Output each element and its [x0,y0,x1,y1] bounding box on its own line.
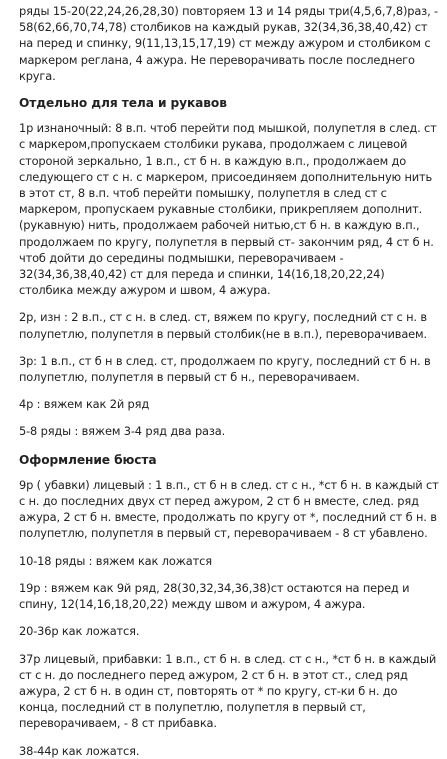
rows-10-18-paragraph: 10-18 ряды : вяжем как ложатся [19,553,212,568]
row-37-paragraph: 37р лицевый, прибавки: 1 в.п., ст б н. в след. ст с н., *ст б н. в каждый ст с н. до последнего перед ажуром, 2 ст б н. в этот ст., след ряд ажура, 2 ст б н. в один ст, повторять от * по кругу, ст-ки б н. до конца, последний ст в полупетлю, полупетля в первый ст, переворачиваем, - 8 ст прибавка. [19,651,437,731]
intro-paragraph: ряды 15-20(22,24,26,28,30) повторяем 13 и 14 ряды три(4,5,6,7,8)раз, - 58(62,66,70,74,78) столбиков на каждый рукав, 32(34,36,38,40,42) ст на перед и спинку, 9(11,13,15,17,19) ст между ажуром и столбиком с маркером реглана, 4 ажура. Не переворачивать после последнего круга. [19,4,438,83]
rows-5-8-paragraph: 5-8 ряды : вяжем 3-4 ряд два раза. [19,424,226,439]
section-heading-bust: Оформление бюста [19,452,157,467]
rows-38-44-paragraph: 38-44р как ложатся. [19,743,140,758]
row-3-paragraph: 3р: 1 в.п., ст б н в след. ст, продолжаем по кругу, последний ст б н. в полупетлю, полупетля в первый ст б н., переворачиваем. [19,353,431,385]
row-1-paragraph: 1р изнаночный: 8 в.п. чтоб перейти под мышкой, полупетля в след. ст с маркером,пропускаем столбики рукава, продолжаем с лицевой стороной зеркально, 1 в.п., ст б н. в каждую в.п., продолжаем до следующего ст с н. с маркером, присоединяем дополнительную нить в этот ст, 8 в.п. чтоб перейти помышку, полупетля в след ст с маркером, пропускаем рукавные столбики, прикрепляем дополнит.(рукавную) нить, продолжаем рабочей нитью,ст б н. в каждую в.п., продолжаем по кругу, полупетля в первый ст- закончим ряд, 4 ст б н. чтоб дойти до середины подмышки, переворачиваем - 32(34,36,38,40,42) ст для переда и спинки, 14(16,18,20,22,24) столбика между ажуром и швом, 4 ажура. [19,121,437,298]
row-9-paragraph: 9р ( убавки) лицевый : 1 в.п., ст б н в след. ст с н., *ст б н. в каждый ст с н. до последних двух ст перед ажуром, 2 ст б н вместе, след. ряд ажура, 2 ст б н. вместе, продолжать по кругу от *, последний ст б н. в полупетлю, полупетля в первый ст, переворачиваем - 8 ст убавлено. [19,477,439,541]
row-19-paragraph: 19р : вяжем как 9й ряд, 28(30,32,34,36,38)ст остаются на перед и спину, 12(14,16,18,20,22) между швом и ажуром, 4 ажура. [19,580,410,612]
row-2-paragraph: 2р, изн : 2 в.п., ст с н. в след. ст, вяжем по кругу, последний ст с н. в полупетлю, полупетля в первый столбик(не в в.п.), переворачиваем. [19,310,427,341]
rows-20-36-paragraph: 20-36р как ложатся. [19,624,140,639]
row-4-paragraph: 4р : вяжем как 2й ряд [19,397,150,412]
section-heading-body-sleeves: Отдельно для тела и рукавов [19,96,227,111]
